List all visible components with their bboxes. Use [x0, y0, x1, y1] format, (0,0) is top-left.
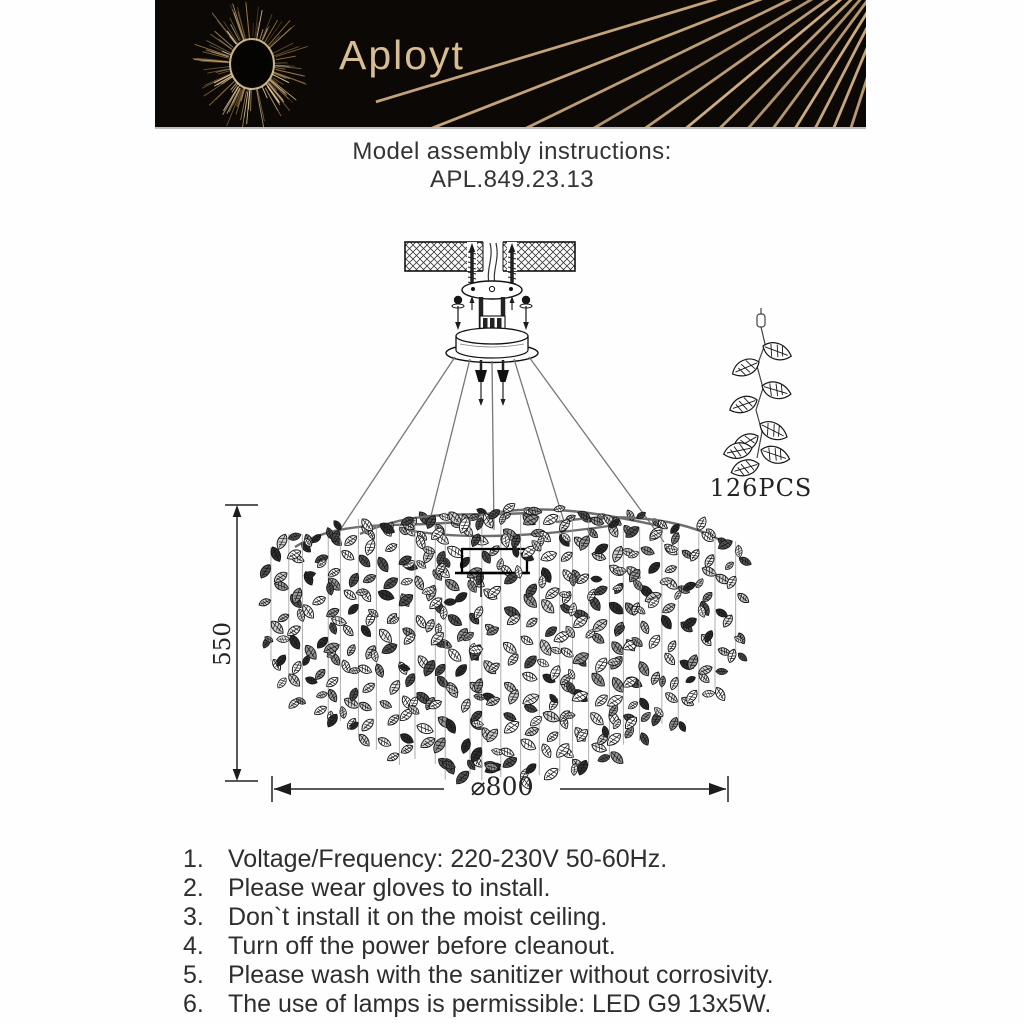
ceiling-mount-drawing: [332, 241, 664, 542]
brand-logo-text: Aployt: [339, 32, 465, 78]
instruction-item: Don`t install it on the moist ceiling.: [228, 903, 608, 931]
chandelier-drawing: [257, 501, 752, 792]
instruction-item: Please wash with the sanitizer without corrosivity.: [228, 961, 774, 989]
instruction-item: Voltage/Frequency: 220-230V 50-60Hz.: [228, 845, 668, 873]
leaf-strand-detail-drawing: [722, 308, 794, 479]
height-dimension-label: 550: [210, 622, 236, 666]
page-title: Model assembly instructions:: [352, 138, 672, 165]
instructions-list: [183, 845, 923, 1019]
pieces-count-label: 126PCS: [709, 474, 813, 502]
instruction-item: Turn off the power before cleanout.: [228, 932, 616, 960]
instruction-item: The use of lamps is permissible: LED G9 13x5W.: [228, 990, 772, 1018]
diameter-dimension-label: ⌀800: [470, 772, 534, 801]
model-number: APL.849.23.13: [429, 166, 594, 193]
instruction-item: Please wear gloves to install.: [228, 874, 551, 902]
